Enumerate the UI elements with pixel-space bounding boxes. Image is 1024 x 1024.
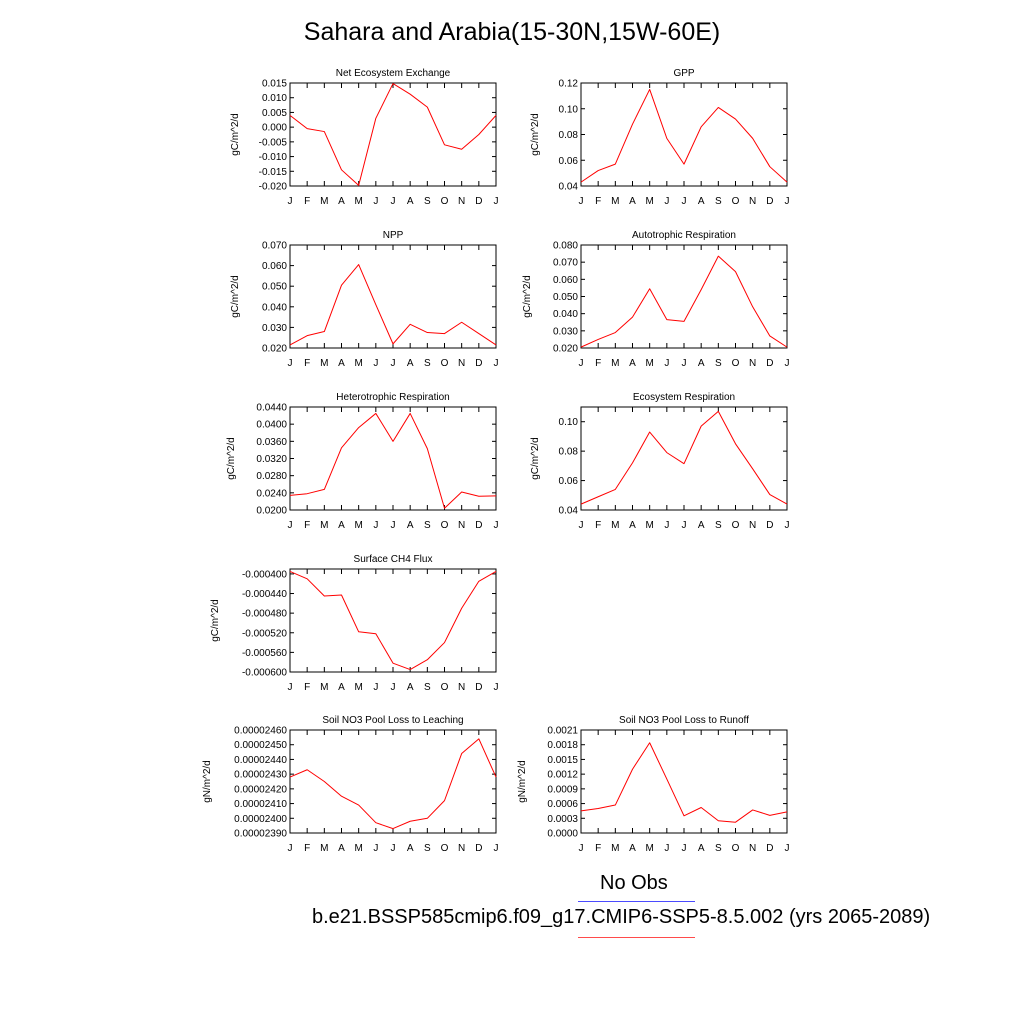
x-tick-label: J [681,358,687,369]
plot-frame [290,569,496,672]
y-tick-label: -0.000440 [241,589,287,601]
x-tick-label: M [320,196,329,207]
x-tick-label: N [458,520,466,531]
x-tick-label: M [320,358,329,369]
y-tick-label: 0.04 [558,181,578,193]
x-tick-label: J [784,358,790,369]
y-tick-label: -0.000600 [241,667,287,679]
x-tick-label: J [390,520,396,531]
y-tick-label: 0.080 [552,240,578,252]
x-tick-label: S [714,196,722,207]
y-tick-label: 0.060 [261,261,287,273]
x-tick-label: N [749,358,757,369]
x-tick-label: A [697,843,705,854]
y-tick-label: 0.00002400 [234,813,287,825]
y-axis-label: gC/m^2/d [230,275,241,318]
y-tick-label: 0.0009 [547,784,578,796]
legend-obs-label: No Obs [600,872,668,894]
x-tick-label: A [338,358,345,369]
x-tick-label: J [578,196,584,207]
y-tick-label: 0.0360 [256,436,287,448]
legend-model-label: b.e21.BSSP585cmip6.f09_g17.CMIP6-SSP5-8.5.002 (yrs 2065-2089) [312,906,931,928]
x-tick-label: M [354,520,363,531]
y-tick-label: 0.010 [261,93,287,105]
y-tick-label: 0.08 [558,130,578,141]
x-tick-label: A [338,196,345,207]
chart-title: Surface CH4 Flux [353,554,433,565]
x-tick-label: A [697,358,705,369]
x-tick-label: F [595,196,602,207]
x-tick-label: M [354,843,363,854]
x-tick-label: J [578,520,584,531]
y-tick-label: 0.0006 [547,799,578,811]
x-tick-label: M [354,358,363,369]
page-title: Sahara and Arabia(15-30N,15W-60E) [303,18,721,46]
x-tick-label: J [390,358,396,369]
series-line [290,265,496,345]
y-tick-label: 0.06 [558,155,578,167]
x-tick-label: N [749,520,757,531]
plot-frame [581,245,787,348]
x-tick-label: O [440,358,449,369]
plot-frame [581,83,787,186]
x-tick-label: O [731,843,740,854]
y-tick-label: 0.00002450 [234,740,287,752]
x-tick-label: M [611,843,620,854]
y-tick-label: 0.0003 [547,813,578,825]
legend-obs-line [578,901,695,902]
x-tick-label: A [406,682,414,693]
y-tick-label: 0.04 [558,505,578,517]
y-tick-label: 0.00002390 [234,828,287,840]
x-tick-label: S [423,358,431,369]
x-tick-label: M [645,196,654,207]
chart-title: Net Ecosystem Exchange [335,68,451,79]
y-tick-label: -0.015 [258,166,287,178]
y-tick-label: 0.0320 [256,454,287,465]
series-line [581,89,787,182]
y-tick-label: 0.0000 [547,828,578,840]
x-tick-label: M [354,682,363,693]
chart-title: Ecosystem Respiration [632,392,736,403]
x-tick-label: A [406,520,414,531]
x-tick-label: A [629,196,636,207]
x-tick-label: M [354,196,363,207]
x-tick-label: A [406,196,414,207]
y-tick-label: 0.0440 [256,402,287,414]
y-tick-label: 0.050 [261,281,287,293]
y-tick-label: 0.0400 [256,419,287,431]
x-tick-label: A [629,520,636,531]
x-tick-label: D [475,520,483,531]
x-tick-label: J [578,843,584,854]
y-tick-label: 0.08 [558,446,578,458]
series-line [581,256,787,347]
x-tick-label: J [681,520,687,531]
y-tick-label: -0.005 [258,137,287,149]
chart-title: GPP [673,68,695,79]
x-tick-label: J [664,358,670,369]
y-tick-label: 0.070 [261,240,287,252]
y-tick-label: 0.030 [552,326,578,338]
chart-title: Soil NO3 Pool Loss to Leaching [322,715,464,726]
x-tick-label: D [766,843,774,854]
x-tick-label: F [595,843,602,854]
x-tick-label: S [714,843,722,854]
y-tick-label: -0.010 [258,152,287,164]
x-tick-label: M [611,520,620,531]
y-axis-label: gN/m^2/d [202,760,213,803]
y-tick-label: 0.0021 [547,725,578,737]
x-tick-label: S [423,682,431,693]
x-tick-label: D [766,520,774,531]
y-axis-label: gC/m^2/d [522,275,533,318]
y-tick-label: 0.0240 [256,488,287,500]
x-tick-label: D [766,196,774,207]
x-tick-label: J [493,682,499,693]
x-tick-label: A [697,196,705,207]
chart-panel [517,715,790,854]
x-tick-label: J [390,196,396,207]
x-tick-label: M [611,196,620,207]
x-tick-label: J [287,843,293,854]
y-tick-label: 0.10 [558,417,578,429]
y-tick-label: 0.00002420 [234,784,287,796]
y-tick-label: 0.00002410 [234,799,287,811]
chart-title: NPP [382,230,404,241]
y-tick-label: -0.000560 [241,647,287,659]
y-tick-label: 0.0018 [547,740,578,752]
chart-title: Soil NO3 Pool Loss to Runoff [619,715,749,726]
y-axis-label: gN/m^2/d [517,760,528,803]
x-tick-label: J [373,843,379,854]
y-tick-label: -0.000520 [241,628,287,640]
x-tick-label: N [458,196,466,207]
series-line [581,411,787,504]
plot-frame [290,83,496,186]
y-tick-label: 0.06 [558,476,578,488]
x-tick-label: S [423,520,431,531]
x-tick-label: J [664,520,670,531]
chart-panel [530,68,790,207]
x-tick-label: J [578,358,584,369]
x-tick-label: J [373,358,379,369]
y-tick-label: 0.020 [261,343,287,355]
y-tick-label: 0.12 [558,78,578,90]
x-tick-label: A [406,843,414,854]
series-line [290,413,496,508]
y-tick-label: 0.005 [261,107,287,119]
x-tick-label: N [749,843,757,854]
chart-panel [226,392,499,531]
x-tick-label: N [458,843,466,854]
x-tick-label: S [423,196,431,207]
x-tick-label: J [493,843,499,854]
y-tick-label: 0.0015 [547,754,578,766]
x-tick-label: M [645,843,654,854]
series-line [290,571,496,669]
x-tick-label: D [475,843,483,854]
y-tick-label: 0.0200 [256,505,287,517]
x-tick-label: M [611,358,620,369]
y-axis-label: gC/m^2/d [210,599,221,642]
y-tick-label: 0.040 [261,302,287,314]
y-tick-label: 0.000 [261,122,287,134]
x-tick-label: F [304,682,311,693]
y-tick-label: 0.070 [552,257,578,269]
x-tick-label: O [440,520,449,531]
chart-panel [530,392,790,531]
x-tick-label: O [440,682,449,693]
y-tick-label: 0.020 [552,343,578,355]
x-tick-label: J [287,520,293,531]
series-line [290,84,496,186]
x-tick-label: M [320,843,329,854]
x-tick-label: F [304,843,311,854]
x-tick-label: O [731,520,740,531]
x-tick-label: A [629,358,636,369]
x-tick-label: A [406,358,414,369]
x-tick-label: J [390,843,396,854]
x-tick-label: A [338,520,345,531]
y-tick-label: 0.0280 [256,471,287,483]
x-tick-label: F [304,358,311,369]
chart-title: Autotrophic Respiration [632,230,736,241]
plot-frame [290,730,496,833]
x-tick-label: J [681,843,687,854]
x-tick-label: J [390,682,396,693]
x-tick-label: A [338,682,345,693]
x-tick-label: A [338,843,345,854]
x-tick-label: J [493,196,499,207]
y-axis-label: gC/m^2/d [230,113,241,156]
x-tick-label: S [423,843,431,854]
chart-panel [202,715,499,854]
chart-panel [210,554,499,693]
x-tick-label: D [475,358,483,369]
legend-model-line [578,937,695,938]
chart-panel [230,68,499,207]
x-tick-label: F [595,358,602,369]
x-tick-label: S [714,520,722,531]
y-tick-label: 0.00002430 [234,769,287,781]
x-tick-label: A [629,843,636,854]
x-tick-label: J [784,196,790,207]
x-tick-label: O [440,843,449,854]
x-tick-label: N [749,196,757,207]
x-tick-label: F [304,520,311,531]
chart-panel [522,230,790,369]
x-tick-label: J [373,520,379,531]
y-tick-label: 0.030 [261,322,287,334]
y-tick-label: -0.020 [258,181,287,193]
x-tick-label: O [440,196,449,207]
y-axis-label: gC/m^2/d [226,437,237,480]
x-tick-label: O [731,196,740,207]
chart-panel [230,230,499,369]
plot-frame [581,407,787,510]
x-tick-label: O [731,358,740,369]
x-tick-label: J [287,196,293,207]
y-tick-label: 0.015 [261,78,287,90]
y-tick-label: 0.060 [552,274,578,286]
y-tick-label: -0.000480 [241,608,287,620]
series-line [581,743,787,822]
x-tick-label: N [458,358,466,369]
y-tick-label: 0.00002460 [234,725,287,737]
x-tick-label: D [766,358,774,369]
x-tick-label: J [287,358,293,369]
plot-frame [581,730,787,833]
x-tick-label: F [304,196,311,207]
x-tick-label: S [714,358,722,369]
y-axis-label: gC/m^2/d [530,437,541,480]
y-tick-label: 0.040 [552,309,578,321]
x-tick-label: D [475,682,483,693]
x-tick-label: J [373,196,379,207]
x-tick-label: F [595,520,602,531]
y-tick-label: 0.00002440 [234,754,287,766]
plot-frame [290,407,496,510]
x-tick-label: J [493,520,499,531]
x-tick-label: J [784,843,790,854]
x-tick-label: J [784,520,790,531]
x-tick-label: M [645,358,654,369]
x-tick-label: J [287,682,293,693]
x-tick-label: D [475,196,483,207]
x-tick-label: J [373,682,379,693]
x-tick-label: J [664,843,670,854]
x-tick-label: M [320,520,329,531]
y-tick-label: -0.000400 [241,569,287,581]
x-tick-label: J [664,196,670,207]
x-tick-label: N [458,682,466,693]
y-tick-label: 0.050 [552,292,578,303]
y-tick-label: 0.0012 [547,769,578,781]
chart-title: Heterotrophic Respiration [336,392,450,403]
series-line [290,739,496,829]
x-tick-label: M [645,520,654,531]
x-tick-label: M [320,682,329,693]
x-tick-label: J [681,196,687,207]
x-tick-label: A [697,520,705,531]
x-tick-label: J [493,358,499,369]
y-axis-label: gC/m^2/d [530,113,541,156]
y-tick-label: 0.10 [558,104,578,116]
